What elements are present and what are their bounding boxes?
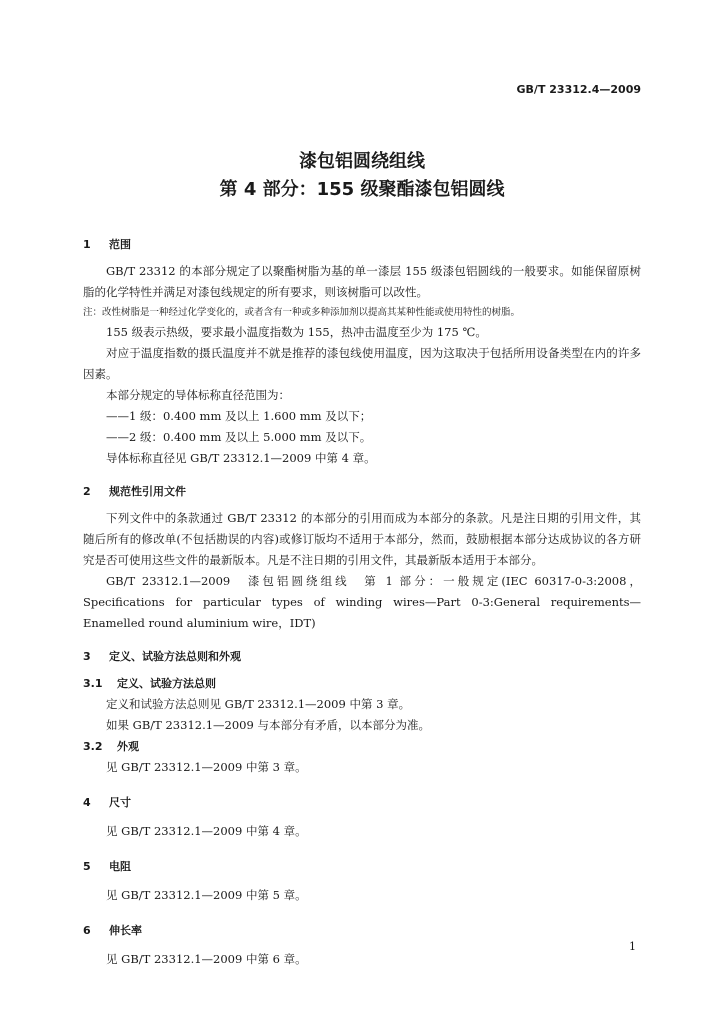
subsection-heading-3-2 bbox=[83, 736, 641, 757]
section-title: 规范性引用文件 bbox=[109, 485, 186, 498]
section-heading-4 bbox=[83, 792, 641, 813]
paragraph: 见 GB/T 23312.1—2009 中第 4 章。 bbox=[106, 824, 307, 838]
section-heading-1 bbox=[83, 234, 641, 255]
paragraph: 定义和试验方法总则见 GB/T 23312.1—2009 中第 3 章。 bbox=[106, 697, 411, 711]
paragraph: 155 级表示热级，要求最小温度指数为 155，热冲击温度至少为 175 ℃。 bbox=[106, 325, 487, 339]
section-number: 6 bbox=[83, 924, 91, 937]
section-heading-5 bbox=[83, 856, 641, 877]
section-title: 定义、试验方法总则和外观 bbox=[109, 650, 241, 663]
subsection-heading-3-1 bbox=[83, 673, 641, 694]
standard-number: GB/T 23312.4—2009 bbox=[516, 83, 641, 96]
section-title: 电阻 bbox=[109, 860, 131, 873]
paragraph: 见 GB/T 23312.1—2009 中第 5 章。 bbox=[106, 888, 307, 902]
section-number: 3 bbox=[83, 650, 91, 663]
paragraph: 见 GB/T 23312.1—2009 中第 3 章。 bbox=[106, 760, 307, 774]
list-item: ——1 级：0.400 mm 及以上 1.600 mm 及以下； bbox=[106, 409, 372, 423]
paragraph: 导体标称直径见 GB/T 23312.1—2009 中第 4 章。 bbox=[106, 451, 376, 465]
section-title: 尺寸 bbox=[109, 796, 131, 809]
section-number: 1 bbox=[83, 238, 91, 251]
subsection-title: 定义、试验方法总则 bbox=[117, 677, 216, 690]
paragraph: 如果 GB/T 23312.1—2009 与本部分有矛盾，以本部分为准。 bbox=[106, 718, 430, 732]
paragraph: 下列文件中的条款通过 GB/T 23312 的本部分的引用而成为本部分的条款。凡是注日期的引用文件，其随后所有的修改单(不包括勘误的内容)或修订版均不适用于本部分，然而，鼓励根据本部分达成协议的各方研究是否可使用这些文件的最新版本。凡是不注日期的引用文件，其最新版本适用于本部分。 bbox=[83, 511, 641, 567]
page-number: 1 bbox=[629, 940, 636, 953]
subsection-number: 3.2 bbox=[83, 740, 103, 753]
section-title: 范围 bbox=[109, 238, 131, 251]
document-body bbox=[83, 234, 641, 970]
paragraph: 对应于温度指数的摄氏温度并不就是推荐的漆包线使用温度，因为这取决于包括所用设备类型在内的许多因素。 bbox=[83, 346, 641, 381]
document-title: 漆包铝圆绕组线 bbox=[299, 151, 425, 172]
paragraph: 见 GB/T 23312.1—2009 中第 6 章。 bbox=[106, 952, 307, 966]
document-subtitle: 第 4 部分：155 级聚酯漆包铝圆线 bbox=[219, 179, 505, 200]
subsection-title: 外观 bbox=[117, 740, 139, 753]
subsection-number: 3.1 bbox=[83, 677, 103, 690]
note: 注：改性树脂是一种经过化学变化的，或者含有一种或多种添加剂以提高其某种性能或使用特性的树脂。 bbox=[83, 307, 521, 318]
section-heading-6 bbox=[83, 920, 641, 941]
section-title: 伸长率 bbox=[109, 924, 142, 937]
list-item: ——2 级：0.400 mm 及以上 5.000 mm 及以下。 bbox=[106, 430, 372, 444]
section-number: 5 bbox=[83, 860, 91, 873]
paragraph: 本部分规定的导体标称直径范围为： bbox=[106, 388, 290, 402]
section-heading-2 bbox=[83, 481, 641, 502]
section-heading-3 bbox=[83, 646, 641, 667]
paragraph: GB/T 23312 的本部分规定了以聚酯树脂为基的单一漆层 155 级漆包铝圆线的一般要求。如能保留原树脂的化学特性并满足对漆包线规定的所有要求，则该树脂可以改性。 bbox=[83, 264, 641, 299]
section-number: 2 bbox=[83, 485, 91, 498]
section-number: 4 bbox=[83, 796, 91, 809]
normative-reference: GB/T 23312.1—2009 漆包铝圆绕组线 第 1 部分：一般规定(IEC 60317-0-3:2008，Specifications for particular types of winding wires—Part 0-3:General requirements—Enamelled round aluminium wire，IDT) bbox=[83, 574, 641, 630]
